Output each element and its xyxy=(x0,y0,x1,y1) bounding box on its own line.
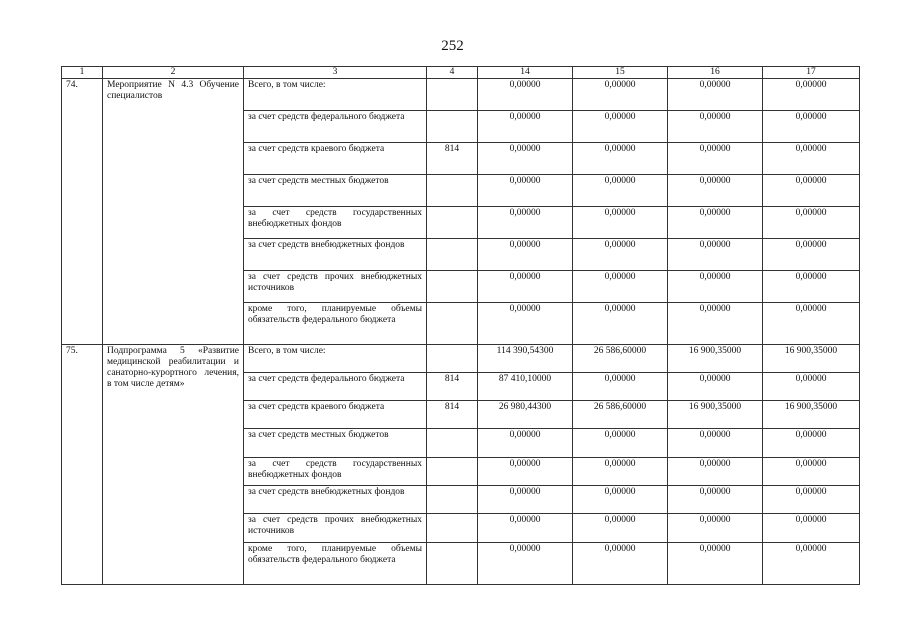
funding-source: за счет средств внебюджетных фондов xyxy=(244,486,427,514)
value-col-14: 0,00000 xyxy=(478,111,573,143)
value-col-14: 0,00000 xyxy=(478,543,573,585)
value-col-14: 0,00000 xyxy=(478,486,573,514)
value-col-17: 16 900,35000 xyxy=(763,345,860,373)
value-col-16: 0,00000 xyxy=(668,373,763,401)
column-header: 2 xyxy=(103,67,244,79)
budget-code xyxy=(427,207,478,239)
value-col-14: 0,00000 xyxy=(478,143,573,175)
value-col-17: 0,00000 xyxy=(763,79,860,111)
program-name: Мероприятие N 4.3 Обучение специалистов xyxy=(103,79,244,345)
budget-code: 814 xyxy=(427,143,478,175)
value-col-14: 87 410,10000 xyxy=(478,373,573,401)
value-col-16: 0,00000 xyxy=(668,486,763,514)
budget-code xyxy=(427,429,478,458)
value-col-16: 0,00000 xyxy=(668,303,763,345)
funding-source: за счет средств федерального бюджета xyxy=(244,111,427,143)
budget-code xyxy=(427,514,478,543)
value-col-17: 0,00000 xyxy=(763,207,860,239)
value-col-15: 0,00000 xyxy=(573,543,668,585)
table-row xyxy=(62,79,860,111)
value-col-15: 0,00000 xyxy=(573,373,668,401)
column-header: 3 xyxy=(244,67,427,79)
row-number: 75. xyxy=(62,345,103,585)
column-header: 16 xyxy=(668,67,763,79)
value-col-16: 0,00000 xyxy=(668,143,763,175)
value-col-17: 0,00000 xyxy=(763,239,860,271)
value-col-16: 0,00000 xyxy=(668,239,763,271)
value-col-17: 0,00000 xyxy=(763,303,860,345)
budget-table xyxy=(61,66,860,585)
value-col-14: 0,00000 xyxy=(478,271,573,303)
table-row xyxy=(62,345,860,373)
funding-source: кроме того, планируемые объемы обязательств федерального бюджета xyxy=(244,303,427,345)
row-number: 74. xyxy=(62,79,103,345)
funding-source: Всего, в том числе: xyxy=(244,79,427,111)
value-col-16: 0,00000 xyxy=(668,79,763,111)
value-col-15: 0,00000 xyxy=(573,458,668,486)
budget-code xyxy=(427,345,478,373)
funding-source: за счет средств прочих внебюджетных источников xyxy=(244,514,427,543)
value-col-14: 0,00000 xyxy=(478,239,573,271)
budget-code xyxy=(427,239,478,271)
value-col-17: 0,00000 xyxy=(763,514,860,543)
value-col-17: 0,00000 xyxy=(763,543,860,585)
funding-source: за счет средств внебюджетных фондов xyxy=(244,239,427,271)
value-col-15: 0,00000 xyxy=(573,486,668,514)
value-col-17: 0,00000 xyxy=(763,175,860,207)
value-col-15: 0,00000 xyxy=(573,514,668,543)
value-col-15: 26 586,60000 xyxy=(573,401,668,429)
value-col-16: 0,00000 xyxy=(668,543,763,585)
column-header: 17 xyxy=(763,67,860,79)
value-col-14: 0,00000 xyxy=(478,175,573,207)
funding-source: Всего, в том числе: xyxy=(244,345,427,373)
funding-source: за счет средств государственных внебюджетных фондов xyxy=(244,458,427,486)
value-col-15: 0,00000 xyxy=(573,271,668,303)
funding-source: за счет средств местных бюджетов xyxy=(244,429,427,458)
budget-code xyxy=(427,79,478,111)
budget-code xyxy=(427,271,478,303)
value-col-16: 0,00000 xyxy=(668,207,763,239)
value-col-16: 0,00000 xyxy=(668,175,763,207)
funding-source: за счет средств федерального бюджета xyxy=(244,373,427,401)
funding-source: за счет средств краевого бюджета xyxy=(244,401,427,429)
value-col-17: 0,00000 xyxy=(763,373,860,401)
value-col-17: 0,00000 xyxy=(763,271,860,303)
budget-code xyxy=(427,458,478,486)
value-col-14: 0,00000 xyxy=(478,207,573,239)
value-col-14: 0,00000 xyxy=(478,458,573,486)
column-header: 15 xyxy=(573,67,668,79)
column-header: 1 xyxy=(62,67,103,79)
budget-code: 814 xyxy=(427,373,478,401)
value-col-17: 0,00000 xyxy=(763,143,860,175)
value-col-16: 0,00000 xyxy=(668,514,763,543)
value-col-17: 16 900,35000 xyxy=(763,401,860,429)
budget-code xyxy=(427,175,478,207)
value-col-15: 0,00000 xyxy=(573,79,668,111)
program-name: Подпрограмма 5 «Развитие медицинской реабилитации и санаторно-курортного лечения, в том числе детям» xyxy=(103,345,244,585)
value-col-16: 0,00000 xyxy=(668,458,763,486)
value-col-15: 0,00000 xyxy=(573,303,668,345)
value-col-16: 0,00000 xyxy=(668,111,763,143)
funding-source: за счет средств местных бюджетов xyxy=(244,175,427,207)
value-col-17: 0,00000 xyxy=(763,458,860,486)
value-col-14: 0,00000 xyxy=(478,429,573,458)
funding-source: за счет средств государственных внебюджетных фондов xyxy=(244,207,427,239)
value-col-17: 0,00000 xyxy=(763,111,860,143)
page-number: 252 xyxy=(441,38,464,54)
value-col-16: 16 900,35000 xyxy=(668,401,763,429)
budget-code xyxy=(427,111,478,143)
value-col-14: 26 980,44300 xyxy=(478,401,573,429)
budget-code xyxy=(427,543,478,585)
value-col-15: 0,00000 xyxy=(573,207,668,239)
budget-code xyxy=(427,303,478,345)
header-row xyxy=(62,67,860,79)
value-col-17: 0,00000 xyxy=(763,429,860,458)
value-col-15: 0,00000 xyxy=(573,143,668,175)
value-col-15: 0,00000 xyxy=(573,429,668,458)
value-col-15: 0,00000 xyxy=(573,111,668,143)
funding-source: за счет средств краевого бюджета xyxy=(244,143,427,175)
value-col-15: 0,00000 xyxy=(573,239,668,271)
column-header: 14 xyxy=(478,67,573,79)
value-col-16: 0,00000 xyxy=(668,429,763,458)
value-col-15: 0,00000 xyxy=(573,175,668,207)
value-col-15: 26 586,60000 xyxy=(573,345,668,373)
budget-code: 814 xyxy=(427,401,478,429)
column-header: 4 xyxy=(427,67,478,79)
value-col-16: 16 900,35000 xyxy=(668,345,763,373)
value-col-14: 114 390,54300 xyxy=(478,345,573,373)
value-col-14: 0,00000 xyxy=(478,303,573,345)
funding-source: за счет средств прочих внебюджетных источников xyxy=(244,271,427,303)
value-col-14: 0,00000 xyxy=(478,79,573,111)
value-col-17: 0,00000 xyxy=(763,486,860,514)
value-col-16: 0,00000 xyxy=(668,271,763,303)
value-col-14: 0,00000 xyxy=(478,514,573,543)
funding-source: кроме того, планируемые объемы обязательств федерального бюджета xyxy=(244,543,427,585)
budget-code xyxy=(427,486,478,514)
